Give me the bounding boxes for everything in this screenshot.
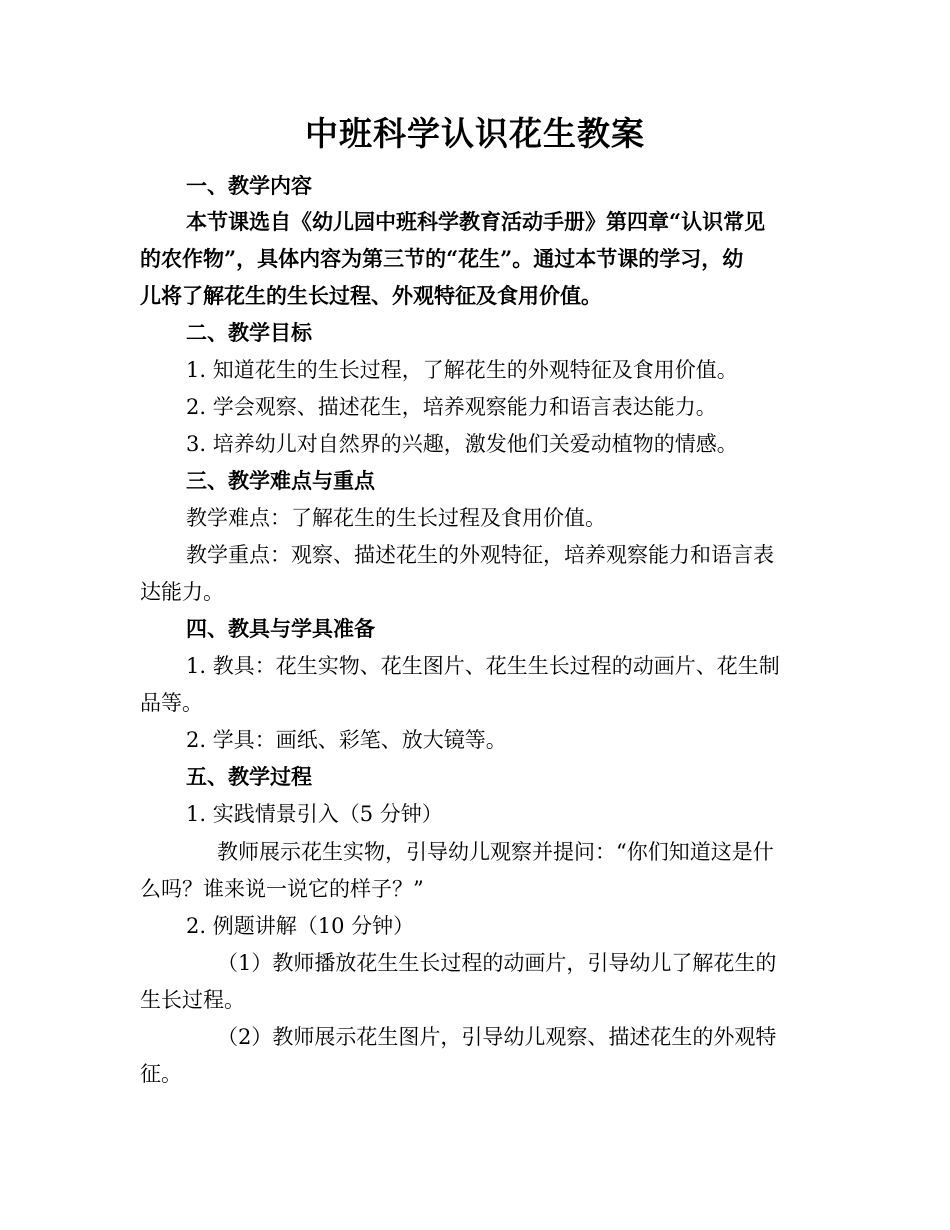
- list-item: 1. 知道花生的生长过程，了解花生的外观特征及食用价值。: [186, 358, 738, 382]
- section-heading-5: 五、教学过程: [186, 764, 312, 789]
- list-item: 2. 例题讲解（10 分钟）: [186, 914, 415, 938]
- paragraph-line: （2）教师展示花生图片，引导幼儿观察、描述花生的外观特: [217, 1025, 777, 1049]
- list-item: 1. 实践情景引入（5 分钟）: [186, 802, 443, 826]
- list-item: 2. 学会观察、描述花生，培养观察能力和语言表达能力。: [186, 395, 717, 419]
- list-item: 1. 教具：花生实物、花生图片、花生生长过程的动画片、花生制: [186, 654, 780, 678]
- paragraph-line: 生长过程。: [140, 988, 245, 1012]
- paragraph-line: 儿将了解花生的生长过程、外观特征及食用价值。: [140, 283, 602, 308]
- paragraph-line: 教学难点：了解花生的生长过程及食用价值。: [186, 506, 606, 530]
- paragraph-line: 教学重点：观察、描述花生的外观特征，培养观察能力和语言表: [186, 543, 774, 567]
- paragraph-line: （1）教师播放花生生长过程的动画片，引导幼儿了解花生的: [217, 951, 777, 975]
- list-item: 2. 学具：画纸、彩笔、放大镜等。: [186, 728, 507, 752]
- section-heading-4: 四、教具与学具准备: [186, 616, 375, 641]
- document-title: 中班科学认识花生教案: [305, 114, 645, 153]
- paragraph-line: 征。: [140, 1062, 182, 1086]
- list-item: 3. 培养幼儿对自然界的兴趣，激发他们关爱动植物的情感。: [186, 432, 738, 456]
- paragraph-line: 教师展示花生实物，引导幼儿观察并提问：“你们知道这是什: [217, 840, 774, 864]
- paragraph-line: 的农作物”，具体内容为第三节的“花生”。通过本节课的学习，幼: [140, 246, 744, 271]
- paragraph-line: 么吗？谁来说一说它的样子？”: [140, 877, 424, 901]
- section-heading-3: 三、教学难点与重点: [186, 468, 375, 493]
- section-heading-1: 一、教学内容: [186, 173, 312, 198]
- section-heading-2: 二、教学目标: [186, 320, 312, 345]
- paragraph-line: 本节课选自《幼儿园中班科学教育活动手册》第四章“认识常见: [186, 209, 766, 234]
- list-item-continuation: 品等。: [140, 691, 203, 715]
- paragraph-line: 达能力。: [140, 580, 224, 604]
